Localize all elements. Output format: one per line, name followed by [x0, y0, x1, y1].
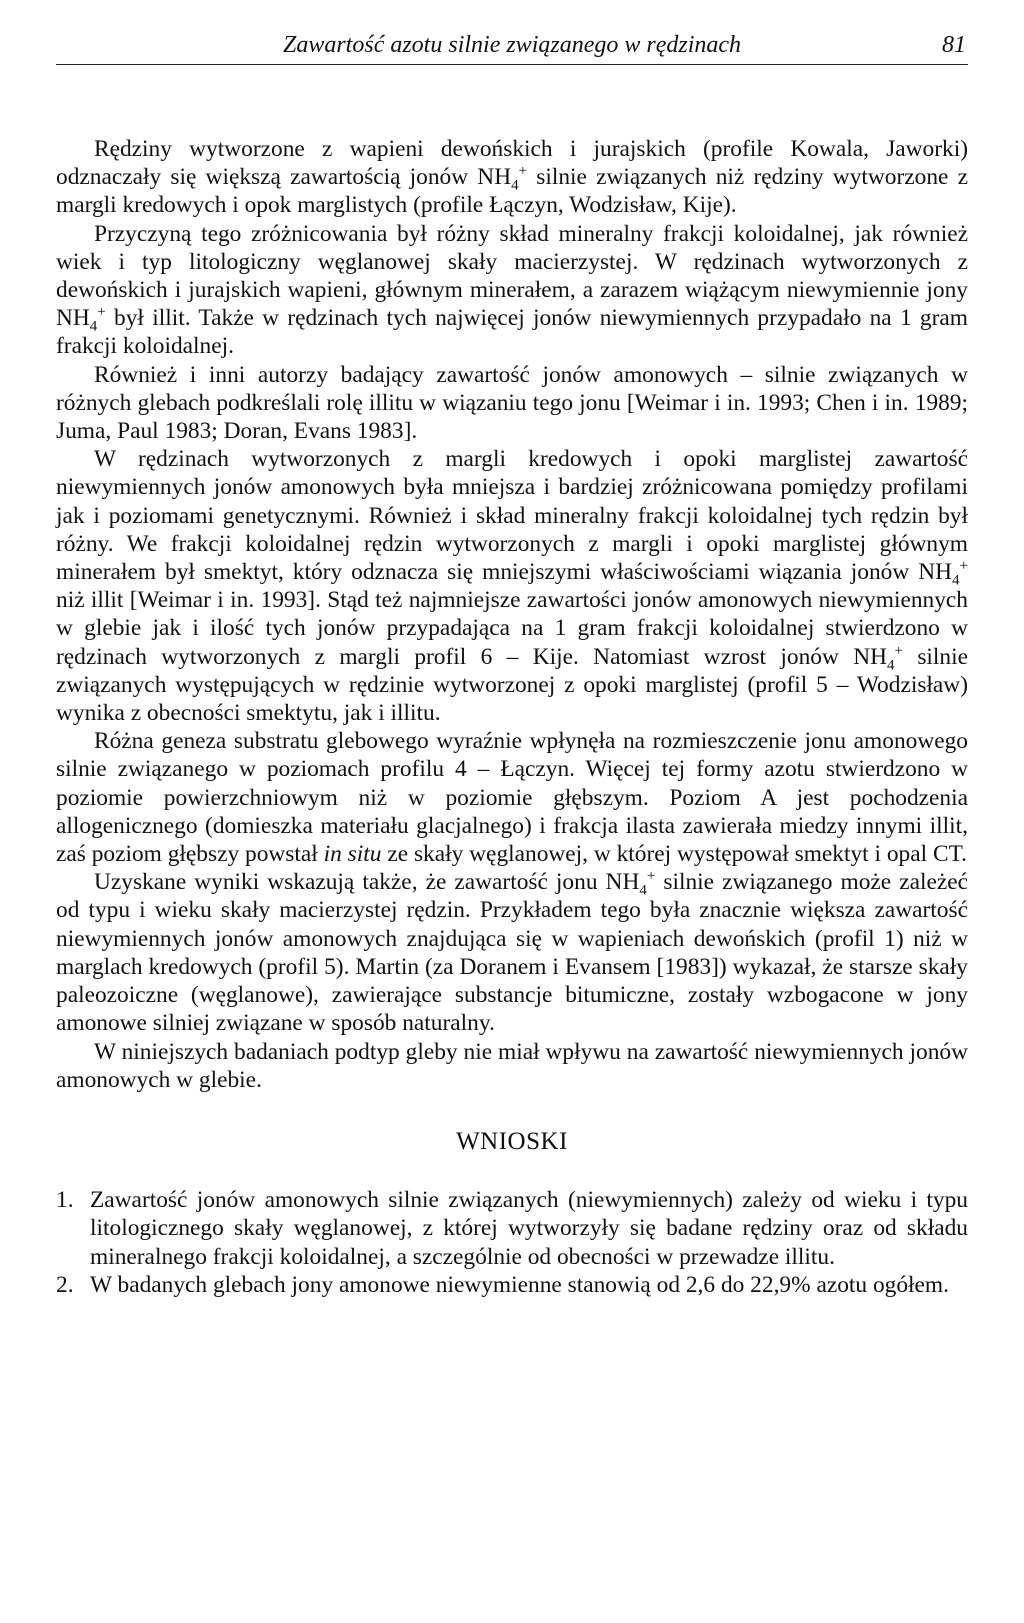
subscript: 4	[511, 177, 519, 194]
running-header	[56, 30, 968, 65]
text-run: silnie związanych niż rędziny wytworzone z margli kredowych i opok marglistych (profile Łączyn, Wodzisław, Kije).	[56, 164, 968, 219]
conclusion-item	[56, 1186, 968, 1271]
text-run: silnie związanych występujących w rędzinie wytworzonej z opoki marglistej (profil 5 – Wodzisław) wynika z obecności smektytu, jak i illitu.	[56, 643, 968, 727]
superscript: +	[518, 163, 528, 180]
text-run: niż illit [Weimar i in. 1993]. Stąd też najmniejsze zawartości jonów amonowych niewymiennych w glebie jak i ilość tych jonów przypadająca na 1 gram frakcji koloidalnej stwierdzono w rędzinach wytworzonych z margli profil 6 – Kije. Natomiast wzrost jonów NH	[56, 587, 968, 670]
superscript: +	[959, 558, 968, 575]
subscript: 4	[89, 318, 98, 335]
text-run: W niniejszych badaniach podtyp gleby nie miał wpływu na zawartość niewymiennych jonów amonowych w glebie.	[56, 1038, 968, 1093]
discussion-paragraphs	[56, 135, 968, 1094]
paragraph-5	[56, 727, 968, 868]
conclusion-item	[56, 1271, 968, 1299]
page-number: 81	[942, 32, 966, 58]
conclusion-number: 1.	[56, 1187, 74, 1214]
section-heading-wnioski: WNIOSKI	[456, 1127, 568, 1155]
conclusion-number: 2.	[56, 1271, 74, 1298]
text-run: był illit. Także w rędzinach tych najwięcej jonów niewymiennych przypadało na 1 gram frakcji koloidalnej.	[56, 305, 968, 360]
superscript: +	[97, 304, 106, 321]
text-run: Przyczyną tego zróżnicowania był różny skład mineralny frakcji koloidalnej, jak również wiek i typ litologiczny węglanowej skały macierzystej. W rędzinach wytworzonych z dewońskich i jurajskich wapieni, głównym minerałem, a zarazem wiążącym niewymiennie jony NH	[56, 220, 968, 332]
text-run: Również i inni autorzy badający zawartość jonów amonowych – silnie związanych w różnych glebach podkreślali rolę illitu w wiązaniu tego jonu [Weimar i in. 1993; Chen i in. 1989; Juma, Paul 1983; Doran, Evans 1983].	[56, 361, 968, 445]
superscript: +	[894, 642, 903, 659]
text-run: ze skały węglanowej, w której występował smektyt i opal CT.	[381, 841, 967, 868]
paragraph-6	[56, 868, 968, 1037]
body-text	[56, 135, 968, 1299]
conclusions-list	[56, 1186, 968, 1299]
running-title: Zawartość azotu silnie związanego w rędzinach	[282, 32, 742, 58]
paragraph-7	[56, 1038, 968, 1094]
paragraph-1	[56, 135, 968, 220]
text-run: Uzyskane wyniki wskazują także, że zawartość jonu NH	[94, 869, 640, 896]
superscript: +	[646, 868, 656, 885]
paragraph-4	[56, 445, 968, 727]
text-run: Rędziny wytworzone z wapieni dewońskich i jurajskich (profile Kowala, Jaworki) odznaczały się większą zawartością jonów NH	[56, 136, 968, 191]
subscript: 4	[887, 657, 895, 674]
italic-term: in situ	[323, 841, 382, 868]
text-run: Różna geneza substratu glebowego wyraźnie wpłynęła na rozmieszczenie jonu amonowego silnie związanego w poziomach profilu 4 – Łączyn. Więcej tej formy azotu stwierdzono w poziomie powierzchniowym niż w poziomie głębszym. Poziom A jest pochodzenia allogenicznego (domieszka materiału glacjalnego) i frakcja ilasta zawierała miedzy innymi illit, zaś poziom głębszy powstał	[56, 728, 968, 868]
paragraph-3	[56, 361, 968, 446]
subscript: 4	[952, 572, 960, 589]
subscript: 4	[639, 882, 647, 899]
conclusion-text: Zawartość jonów amonowych silnie związanych (niewymiennych) zależy od wieku i typu litologicznego skały węglanowej, z której wytworzyły się badane rędziny oraz od składu mineralnego frakcji koloidalnej, a szczególnie od obecności w przewadze illitu.	[90, 1187, 968, 1270]
text-run: W rędzinach wytworzonych z margli kredowych i opoki marglistej zawartość niewymiennych jonów amonowych była mniejsza i bardziej zróżnicowana pomiędzy profilami jak i poziomami genetycznymi. Również i skład mineralny frakcji koloidalnej tych rędzin był różny. We frakcji koloidalnej rędzin wytworzonych z margli i opoki marglistej głównym minerałem był smektyt, który odznacza się mniejszymi właściwościami wiązania jonów NH	[56, 446, 968, 586]
text-run: silnie związanego może zależeć od typu i wieku skały macierzystej rędzin. Przykładem tego była znacznie większa zawartość niewymiennych jonów amonowych znajdująca się w wapieniach dewońskich (profil 1) niż w marglach kredowych (profil 5). Martin (za Doranem i Evansem [1983]) wykazał, że starsze skały paleozoiczne (węglanowe), zawierające substancje bitumiczne, zostały wzbogacone w jony amonowe silniej związane w sposób naturalny.	[56, 869, 968, 1037]
paragraph-2	[56, 220, 968, 361]
conclusion-text: W badanych glebach jony amonowe niewymienne stanowią od 2,6 do 22,9% azotu ogółem.	[90, 1271, 949, 1298]
